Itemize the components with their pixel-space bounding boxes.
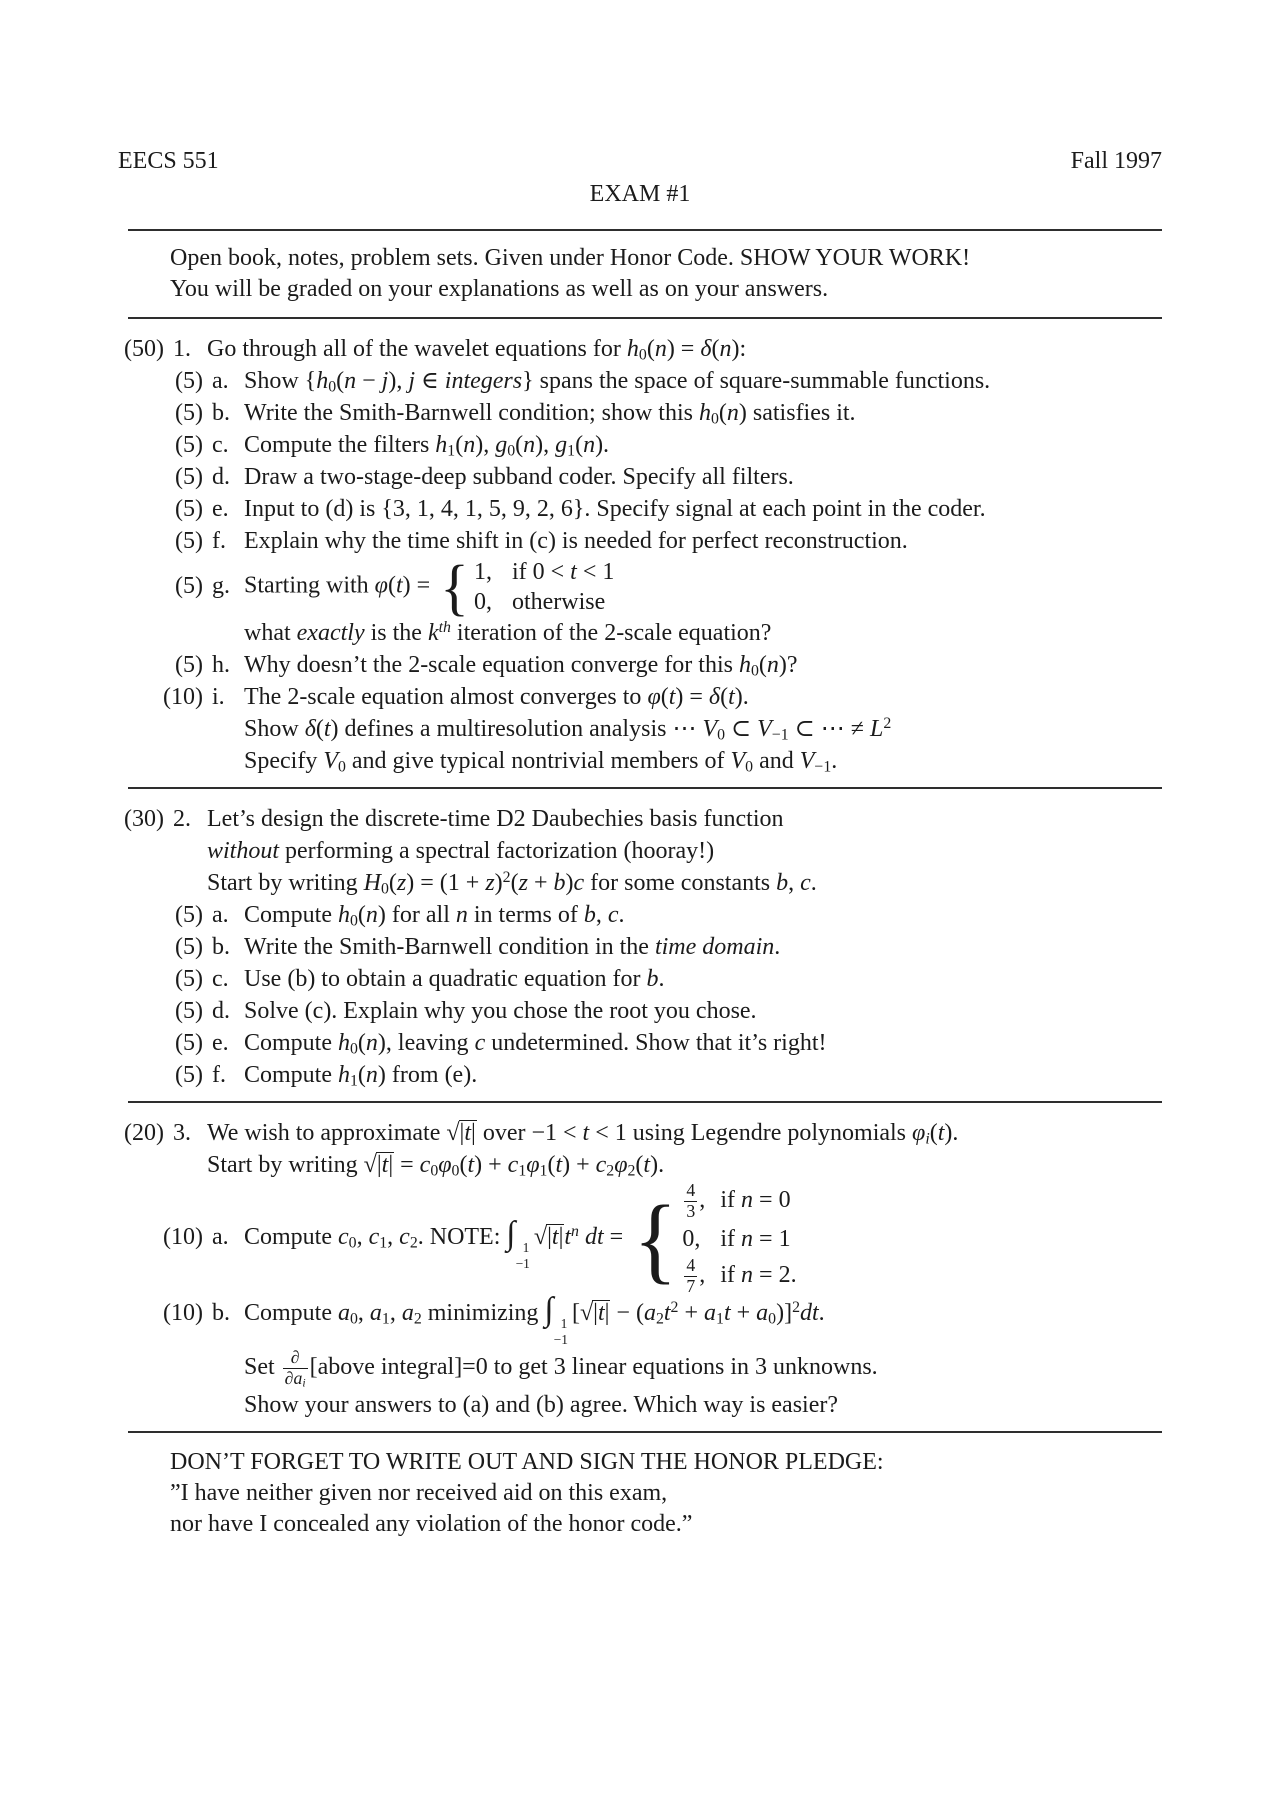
part-text: Compute $a_0$, $a_1$, $a_2$ minimizing ∫ 1 −1 $[√|t| - (a_2t^2 + a_1t + a_0)]^2dt$.: [244, 1290, 825, 1347]
left-brace-icon: {: [440, 552, 469, 622]
part-line-h: [157, 649, 1162, 681]
case-row: $\frac{4}{7}$ , if n = 2.: [686, 1254, 797, 1296]
part-line-f: [157, 525, 1162, 557]
points-label: (5): [175, 464, 203, 490]
part-label: a.: [212, 1224, 229, 1251]
part-label: c.: [212, 966, 229, 992]
case-row: 0, if n = 1: [682, 1225, 791, 1252]
part-text: The 2-scale equation almost converges to φ(t) = δ(t).: [244, 684, 749, 710]
part-continuation: what exactly is the $k^{th}$ iteration of the 2-scale equation?: [244, 619, 772, 646]
cases-lead-text: Starting with φ(t) =: [244, 572, 437, 599]
cases-lead-text: Compute $c_0$, $c_1$, $c_2$. NOTE: ∫ 1 −1 $√|t|t^n$ dt =: [244, 1215, 630, 1272]
problem-intro-line: without performing a spectral factorization (hooray!): [207, 838, 715, 864]
points-label: (20): [124, 1120, 164, 1146]
part-text: Solve (c). Explain why you chose the root you chose.: [244, 998, 757, 1024]
term-label: Fall 1997: [1070, 148, 1162, 174]
problem-intro-line: Start by writing $√|t| = c_0\varphi_0(t) + c_1\varphi_1(t) + c_2\varphi_2(t)$.: [207, 1152, 665, 1180]
part-line-e: [157, 1027, 1162, 1059]
part-line-g: [157, 552, 1162, 622]
part-line-d: [157, 995, 1162, 1027]
part-label: h.: [212, 652, 230, 678]
problem-3: [118, 1117, 1162, 1421]
part-text: Draw a two-stage-deep subband coder. Specify all filters.: [244, 464, 794, 490]
part-line-a: [157, 365, 1162, 397]
part-line-d: [157, 461, 1162, 493]
part-text: Write the Smith-Barnwell condition; show this $h_0(n)$ satisfies it.: [244, 400, 856, 428]
pledge-line: DON’T FORGET TO WRITE OUT AND SIGN THE HONOR PLEDGE:: [170, 1448, 884, 1475]
points-label: (5): [175, 432, 203, 458]
part-text: Compute the filters $h_1(n)$, $g_0(n)$, $g_1(n)$.: [244, 432, 610, 460]
part-line-b: [157, 931, 1162, 963]
header: [118, 148, 1162, 174]
problem-heading: [118, 1117, 1162, 1149]
part-label: f.: [212, 528, 226, 554]
part-label: c.: [212, 432, 229, 458]
cases-group: [633, 1181, 796, 1297]
points-label: (50): [124, 336, 164, 362]
points-label: (5): [175, 400, 203, 426]
problem-title: Let’s design the discrete-time D2 Daubechies basis function: [207, 806, 784, 832]
instructions-block: [170, 243, 1162, 305]
part-continuation: Specify $V_0$ and give typical nontrivial members of $V_0$ and $V_{-1}$.: [244, 748, 838, 776]
pledge-line: ”I have neither given nor received aid on this exam,: [170, 1479, 668, 1506]
part-text: Why doesn’t the 2-scale equation converge for this $h_0(n)$?: [244, 652, 798, 680]
course-code: EECS 551: [118, 148, 219, 174]
points-label: (5): [175, 572, 203, 599]
part-line-f: [157, 1059, 1162, 1091]
part-line-c: [157, 429, 1162, 461]
part-line-c: [157, 963, 1162, 995]
problem-1: [118, 333, 1162, 777]
points-label: (10): [163, 1299, 203, 1326]
part-text: Use (b) to obtain a quadratic equation for b.: [244, 966, 665, 992]
part-label: a.: [212, 902, 229, 928]
problem-2: [118, 803, 1162, 1091]
problem-intro-line: Start by writing $H_0(z) = (1 + z)^2(z + b)c$ for some constants b, c.: [207, 869, 817, 898]
points-label: (5): [175, 934, 203, 960]
points-label: (5): [175, 368, 203, 394]
case-row: $\frac{4}{3}$ , if n = 0: [686, 1180, 791, 1221]
part-line-a: [157, 1181, 1162, 1297]
part-label: g.: [212, 572, 230, 599]
points-label: (5): [175, 1062, 203, 1088]
part-label: e.: [212, 1030, 229, 1056]
part-label: a.: [212, 368, 229, 394]
part-text: Compute $h_0(n)$, leaving c undetermined. Show that it’s right!: [244, 1030, 827, 1058]
points-label: (5): [175, 902, 203, 928]
divider: [128, 1101, 1162, 1103]
points-label: (5): [175, 1030, 203, 1056]
divider: [128, 317, 1162, 319]
part-line-a: [157, 899, 1162, 931]
part-text: [244, 552, 1162, 622]
part-line-e: [157, 493, 1162, 525]
problem-number: 2.: [173, 806, 191, 832]
problem-number: 3.: [173, 1120, 191, 1146]
left-brace-icon: {: [633, 1185, 678, 1293]
points-label: (10): [163, 1224, 203, 1251]
part-line-i: [157, 681, 1162, 713]
part-label: i.: [212, 684, 225, 710]
divider: [128, 229, 1162, 231]
problem-heading: [118, 333, 1162, 365]
part-label: f.: [212, 1062, 226, 1088]
points-label: (5): [175, 998, 203, 1024]
part-text: Explain why the time shift in (c) is needed for perfect reconstruction.: [244, 528, 908, 554]
part-line-b: [157, 397, 1162, 429]
part-text: Compute $h_0(n)$ for all n in terms of b, c.: [244, 902, 625, 930]
part-continuation: Show your answers to (a) and (b) agree. Which way is easier?: [244, 1391, 839, 1418]
problem-title: Go through all of the wavelet equations for $h_0(n) = \delta(n)$:: [207, 336, 747, 364]
points-label: (5): [175, 528, 203, 554]
points-label: (5): [175, 966, 203, 992]
points-label: (10): [163, 684, 203, 710]
part-label: e.: [212, 496, 229, 522]
case-row: 1, if 0 < t < 1: [473, 559, 615, 585]
instruction-line: You will be graded on your explanations as well as on your answers.: [170, 276, 829, 302]
points-label: (30): [124, 806, 164, 832]
instruction-line: Open book, notes, problem sets. Given under Honor Code. SHOW YOUR WORK!: [170, 245, 971, 271]
part-continuation: Show δ(t) defines a multiresolution analysis ⋯ $V_0$ ⊂ $V_{-1}$ ⊂ ⋯ ≠ $L^2$: [244, 715, 892, 744]
part-text: Input to (d) is {3, 1, 4, 1, 5, 9, 2, 6}. Specify signal at each point in the coder.: [244, 496, 986, 522]
part-line-b: [157, 1290, 1162, 1348]
honor-pledge-block: [170, 1447, 1162, 1540]
cases-group: [440, 552, 615, 622]
problem-title: We wish to approximate √|t| over −1 < t < 1 using Legendre polynomials $\varphi_i(t)$.: [207, 1120, 959, 1148]
part-text: [244, 1181, 1162, 1297]
part-label: d.: [212, 464, 230, 490]
points-label: (5): [175, 652, 203, 678]
part-label: b.: [212, 1299, 230, 1326]
part-label: b.: [212, 934, 230, 960]
divider: [128, 787, 1162, 789]
exam-title: EXAM #1: [589, 181, 691, 207]
case-row: 0, otherwise: [473, 589, 606, 615]
part-label: b.: [212, 400, 230, 426]
pledge-line: nor have I concealed any violation of the honor code.”: [170, 1510, 693, 1537]
part-text: Show {$h_0(n - j)$, j ∈ integers} spans the space of square-summable functions.: [244, 368, 991, 396]
points-label: (5): [175, 496, 203, 522]
part-label: d.: [212, 998, 230, 1024]
part-text: Compute $h_1(n)$ from (e).: [244, 1062, 478, 1090]
problem-number: 1.: [173, 336, 191, 362]
part-continuation: Set ∂ $\partial a_i$ [above integral]=0 to get 3 linear equations in 3 unknowns.: [244, 1346, 878, 1390]
part-text: Write the Smith-Barnwell condition in the time domain.: [244, 934, 781, 960]
divider: [128, 1431, 1162, 1433]
problem-heading: [118, 803, 1162, 835]
